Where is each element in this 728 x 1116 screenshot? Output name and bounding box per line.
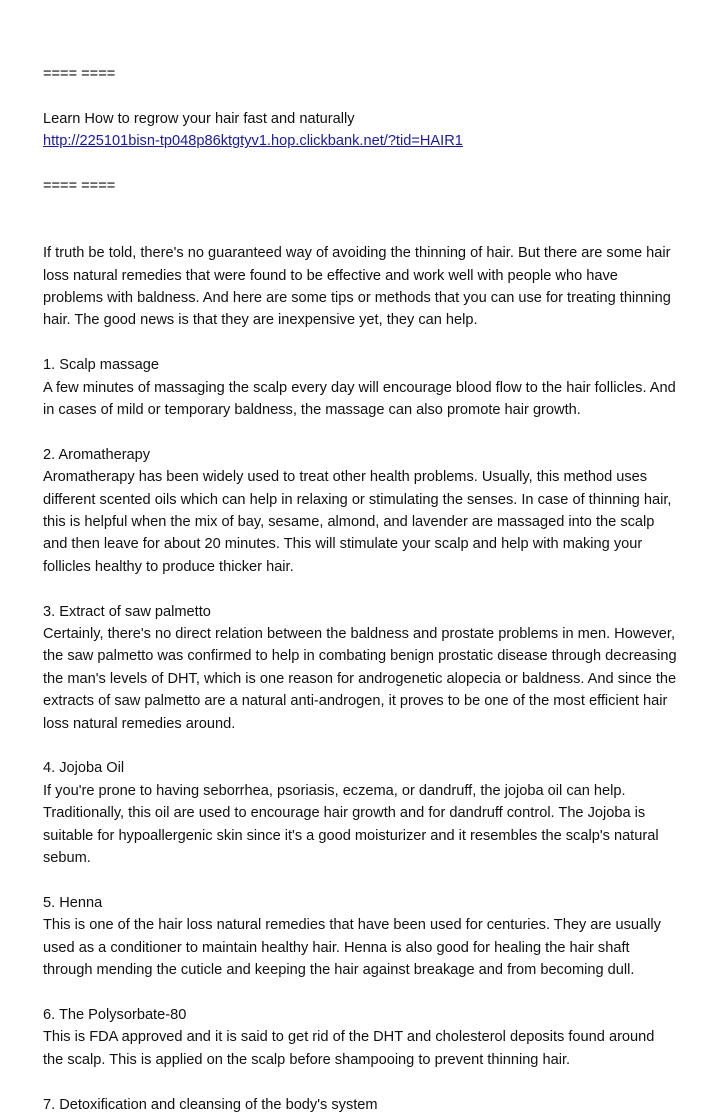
section-line: through mending the cuticle and keeping the hair against breakage and from becoming dull. (43, 962, 635, 979)
section-line: and then leave for about 20 minutes. This will stimulate your scalp and help with making your (43, 536, 643, 553)
section-line: Certainly, there's no direct relation between the baldness and prostate problems in men. However, (43, 626, 676, 643)
section-saw-palmetto (43, 601, 693, 735)
section-aromatherapy (43, 444, 693, 578)
section-title: 2. Aromatherapy (43, 446, 151, 463)
spacer (43, 421, 693, 443)
section-line: in cases of mild or temporary baldness, the massage can also promote hair growth. (43, 402, 581, 419)
section-line: used as a conditioner to maintain healthy hair. Henna is also good for healing the hair shaft (43, 939, 630, 956)
section-title: 1. Scalp massage (43, 357, 160, 374)
section-line: Traditionally, this oil are used to encourage hair growth and for dandruff control. The Jojoba is (43, 805, 646, 822)
separator-bottom: ==== ==== (43, 178, 116, 194)
section-title: 4. Jojoba Oil (43, 760, 125, 777)
spacer (43, 1071, 693, 1093)
spacer (43, 735, 693, 757)
spacer (43, 197, 693, 242)
document-page (43, 63, 693, 1116)
section-line: the saw palmetto was confirmed to help in combating benign prostatic disease through decreasing (43, 648, 677, 665)
intro-line: problems with baldness. And here are some tips or methods that you can use for treating thinning (43, 290, 671, 307)
section-line: different scented oils which can help in relaxing or stimulating the senses. In case of thinning hair, (43, 491, 672, 508)
intro-line: loss natural remedies that were found to be effective and work well with people who have (43, 267, 618, 284)
intro-line: If truth be told, there's no guaranteed way of avoiding the thinning of hair. But there are some hair (43, 245, 671, 262)
section-jojoba-oil (43, 757, 693, 869)
separator-top: ==== ==== (43, 66, 116, 82)
section-line: This is one of the hair loss natural remedies that have been used for centuries. They are usually (43, 917, 661, 934)
section-line: follicles healthy to produce thicker hair. (43, 558, 294, 575)
section-title: 5. Henna (43, 894, 103, 911)
section-henna (43, 892, 693, 982)
section-line: sebum. (43, 850, 91, 867)
section-line: the man's levels of DHT, which is one reason for androgenetic alopecia or baldness. And since the (43, 670, 677, 687)
section-line: the scalp. This is applied on the scalp before shampooing to prevent thinning hair. (43, 1051, 571, 1068)
intro-line: hair. The good news is that they are inexpensive yet, they can help. (43, 312, 478, 329)
promo-link[interactable]: http://225101bisn-tp048p86ktgtyv1.hop.clickbank.net/?tid=HAIR1 (43, 133, 463, 150)
spacer (43, 870, 693, 892)
spacer (43, 85, 693, 107)
section-title: 6. The Polysorbate-80 (43, 1006, 187, 1023)
section-line: This is FDA approved and it is said to get rid of the DHT and cholesterol deposits found around (43, 1029, 655, 1046)
section-title: 7. Detoxification and cleansing of the body's system (43, 1096, 378, 1113)
spacer (43, 578, 693, 600)
section-detoxification (43, 1094, 693, 1116)
section-line: A few minutes of massaging the scalp every day will encourage blood flow to the hair follicles. And (43, 379, 676, 396)
section-title: 3. Extract of saw palmetto (43, 603, 211, 620)
promo-text: Learn How to regrow your hair fast and naturally (43, 110, 355, 127)
section-polysorbate-80 (43, 1004, 693, 1071)
spacer (43, 332, 693, 354)
spacer (43, 982, 693, 1004)
section-scalp-massage (43, 354, 693, 421)
section-line: If you're prone to having seborrhea, psoriasis, eczema, or dandruff, the jojoba oil can help. (43, 782, 626, 799)
intro-paragraph (43, 242, 693, 332)
section-line: suitable for hypoallergenic skin since it's a good moisturizer and it resembles the scalp's natural (43, 827, 659, 844)
section-line: this is helpful when the mix of bay, sesame, almond, and lavender are massaged into the scalp (43, 514, 655, 531)
section-line: extracts of saw palmetto are a natural anti-androgen, it proves to be one of the most efficient hair (43, 693, 668, 710)
section-line: Aromatherapy has been widely used to treat other health problems. Usually, this method uses (43, 469, 648, 486)
spacer (43, 153, 693, 175)
section-line: loss natural remedies around. (43, 715, 236, 732)
